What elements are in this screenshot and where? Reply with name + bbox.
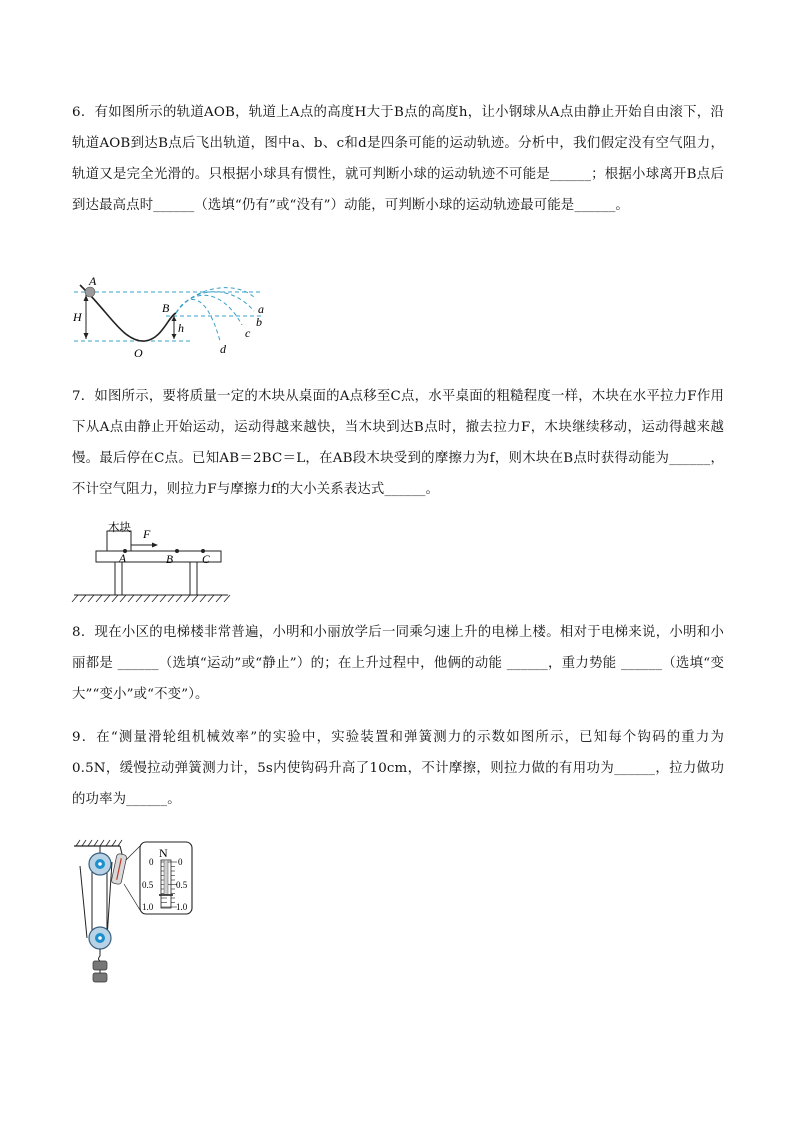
label-A: A	[89, 274, 97, 288]
label-H: H	[73, 310, 82, 324]
spring-scale	[111, 846, 127, 885]
wooden-block	[107, 531, 131, 551]
scale-left-0: 0	[149, 857, 154, 867]
hook-weight-1	[93, 961, 107, 970]
scale-right-0: 0	[178, 857, 183, 867]
label-block: 木块	[108, 522, 131, 534]
figure-pulley-setup	[70, 838, 195, 986]
label-A: A	[119, 553, 127, 565]
scale-right-10: 1.0	[176, 902, 188, 912]
label-F: F	[143, 527, 151, 541]
question-7	[72, 381, 724, 505]
label-B: B	[166, 554, 174, 566]
scale-left-05: 0.5	[142, 880, 154, 890]
label-c: c	[245, 326, 251, 340]
label-O: O	[134, 346, 143, 360]
question-9-text: 9．在“测量滑轮组机械效率”的实验中，实验装置和弹簧测力的示数如图所示，已知每个钩码的重力为0.5N，缓慢拉动弹簧测力计，5s内使钩码升高了10cm，不计摩擦，则拉力做的有用功为______，拉力做功的功率为______。	[72, 730, 724, 807]
label-h: h	[178, 321, 184, 335]
scale-left-10: 1.0	[142, 902, 154, 912]
question-9	[72, 722, 724, 815]
scale-right-05: 0.5	[176, 880, 188, 890]
figure-track-aob	[70, 275, 270, 360]
question-6-text: 6．有如图所示的轨道AOB，轨道上A点的高度H大于B点的高度h，让小钢球从A点由静止开始自由滚下，沿轨道AOB到达B点后飞出轨道，图中a、b、c和d是四条可能的运动轨迹。分析中，我们假定没有空气阻力，轨道又是完全光滑的。只根据小球具有惯性，就可判断小球的运动轨迹不可能是______；根据小球离开B点后到达最高点时______（选填“仍有”或“没有”）动能，可判断小球的运动轨迹最可能是______。	[72, 105, 724, 213]
label-b: b	[256, 315, 262, 329]
scale-unit: N	[159, 846, 168, 860]
question-8-text: 8．现在小区的电梯楼非常普遍，小明和小丽放学后一同乘匀速上升的电梯上楼。相对于电梯来说，小明和小丽都是 ______（选填“运动”或“静止”）的；在上升过程中，他俩的动能 ______，重力势能 ______（选填“变大”“变小”或“不变”）。	[72, 625, 724, 702]
question-7-text: 7．如图所示，要将质量一定的木块从桌面的A点移至C点，水平桌面的粗糙程度一样，木块在水平拉力F作用下从A点由静止开始运动，运动得越来越快，当木块到达B点时，撤去拉力F，木块继续移动，运动得越来越慢。最后停在C点。已知AB＝2BC＝L，在AB段木块受到的摩擦力为f，则木块在B点时获得动能为______，不计空气阻力，则拉力F与摩擦力f的大小关系表达式______。	[72, 389, 724, 497]
question-8	[72, 617, 724, 710]
label-d: d	[220, 342, 226, 356]
figure-table-block	[72, 518, 232, 606]
label-C: C	[202, 554, 210, 566]
question-6	[72, 97, 724, 221]
label-B: B	[162, 301, 170, 315]
label-a: a	[258, 302, 264, 316]
hook-weight-2	[93, 973, 107, 982]
